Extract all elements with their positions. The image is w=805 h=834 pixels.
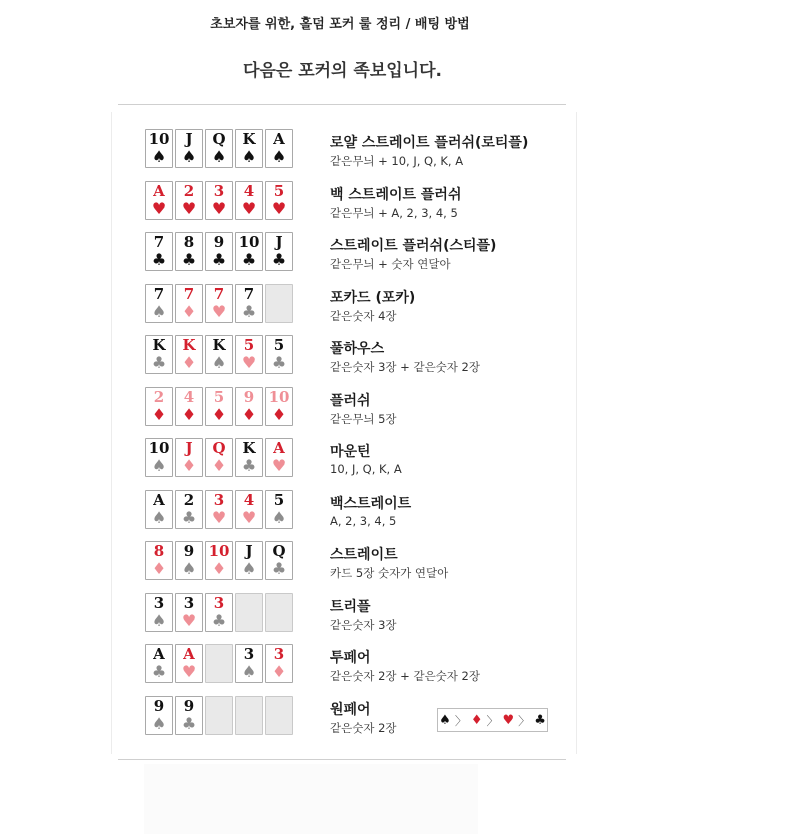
card-suit-icon: ♠ bbox=[151, 456, 167, 475]
card-rank: K bbox=[182, 336, 196, 354]
card-rank: 5 bbox=[273, 336, 285, 354]
card-suit-icon: ♦ bbox=[241, 405, 257, 424]
playing-card bbox=[145, 696, 173, 735]
hand-name: 로얄 스트레이트 플러쉬(로티플) bbox=[330, 135, 529, 151]
playing-card bbox=[145, 438, 173, 477]
playing-card bbox=[235, 284, 263, 323]
hand-row bbox=[144, 644, 564, 684]
playing-card bbox=[175, 541, 203, 580]
card-rank: 3 bbox=[213, 491, 225, 509]
hand-description: 같은숫자 4장 bbox=[330, 309, 397, 323]
playing-card bbox=[175, 644, 203, 683]
playing-card bbox=[175, 232, 203, 271]
hand-name: 백스트레이트 bbox=[330, 496, 412, 512]
playing-card bbox=[145, 387, 173, 426]
hand-description: A, 2, 3, 4, 5 bbox=[330, 514, 397, 528]
empty-card-slot bbox=[265, 284, 293, 323]
card-suit-icon: ♣ bbox=[271, 250, 287, 269]
card-suit-icon: ♥ bbox=[181, 662, 197, 681]
card-rank: Q bbox=[212, 439, 226, 457]
card-rank: 3 bbox=[213, 182, 225, 200]
hand-description: 같은숫자 3장 bbox=[330, 618, 397, 632]
playing-card bbox=[205, 593, 233, 632]
hand-description: 같은숫자 3장 + 같은숫자 2장 bbox=[330, 360, 480, 374]
hand-row bbox=[144, 696, 564, 736]
playing-card bbox=[235, 438, 263, 477]
playing-card bbox=[265, 644, 293, 683]
hand-name: 스트레이트 bbox=[330, 547, 398, 563]
card-suit-icon: ♠ bbox=[151, 508, 167, 527]
card-rank: Q bbox=[272, 542, 286, 560]
playing-card bbox=[265, 387, 293, 426]
playing-card bbox=[145, 284, 173, 323]
card-rank: 9 bbox=[183, 697, 195, 715]
playing-card bbox=[205, 335, 233, 374]
empty-card-slot bbox=[235, 696, 263, 735]
hand-description: 10, J, Q, K, A bbox=[330, 462, 402, 476]
card-rank: 2 bbox=[183, 182, 195, 200]
card-suit-icon: ♥ bbox=[271, 456, 287, 475]
card-suit-icon: ♣ bbox=[151, 353, 167, 372]
suit-icon: ♦ bbox=[470, 712, 483, 728]
card-suit-icon: ♥ bbox=[241, 508, 257, 527]
card-rank: A bbox=[183, 645, 195, 663]
card-suit-icon: ♦ bbox=[211, 405, 227, 424]
card-suit-icon: ♠ bbox=[211, 353, 227, 372]
playing-card bbox=[235, 490, 263, 529]
card-suit-icon: ♣ bbox=[241, 302, 257, 321]
card-rank: 7 bbox=[183, 285, 195, 303]
playing-card bbox=[205, 490, 233, 529]
card-suit-icon: ♥ bbox=[241, 199, 257, 218]
hand-name: 스트레이트 플러쉬(스티플) bbox=[330, 238, 497, 254]
card-rank: 9 bbox=[183, 542, 195, 560]
card-group bbox=[145, 696, 295, 736]
card-rank: 3 bbox=[183, 594, 195, 612]
card-suit-icon: ♣ bbox=[181, 250, 197, 269]
greater-than-icon: 〉 bbox=[454, 713, 467, 728]
playing-card bbox=[145, 232, 173, 271]
suit-icon: ♥ bbox=[502, 712, 515, 728]
playing-card bbox=[235, 644, 263, 683]
card-rank: K bbox=[212, 336, 226, 354]
card-suit-icon: ♠ bbox=[241, 559, 257, 578]
empty-card-slot bbox=[205, 696, 233, 735]
card-rank: 9 bbox=[243, 388, 255, 406]
suit-order-legend bbox=[437, 708, 548, 732]
page-top-title: 초보자를 위한, 홀덤 포커 룰 정리 / 배팅 방법 bbox=[210, 17, 470, 32]
playing-card bbox=[145, 541, 173, 580]
card-suit-icon: ♠ bbox=[211, 147, 227, 166]
card-rank: 10 bbox=[208, 542, 230, 560]
playing-card bbox=[175, 490, 203, 529]
card-group bbox=[145, 335, 295, 375]
card-suit-icon: ♠ bbox=[271, 508, 287, 527]
playing-card bbox=[265, 335, 293, 374]
hand-description: 카드 5장 숫자가 연달아 bbox=[330, 566, 449, 580]
card-suit-icon: ♠ bbox=[151, 147, 167, 166]
playing-card bbox=[175, 181, 203, 220]
playing-card bbox=[145, 593, 173, 632]
hand-name: 트리플 bbox=[330, 599, 371, 615]
card-rank: A bbox=[153, 645, 165, 663]
card-group bbox=[145, 438, 295, 478]
card-suit-icon: ♣ bbox=[241, 250, 257, 269]
empty-card-slot bbox=[205, 644, 233, 683]
card-rank: 4 bbox=[243, 491, 255, 509]
card-rank: A bbox=[153, 182, 165, 200]
hand-row bbox=[144, 541, 564, 581]
card-suit-icon: ♦ bbox=[181, 405, 197, 424]
empty-card-slot bbox=[235, 593, 263, 632]
card-rank: 9 bbox=[153, 697, 165, 715]
card-rank: 2 bbox=[153, 388, 165, 406]
card-rank: 10 bbox=[238, 233, 260, 251]
greater-than-icon: 〉 bbox=[486, 713, 499, 728]
playing-card bbox=[235, 129, 263, 168]
playing-card bbox=[265, 129, 293, 168]
card-group bbox=[145, 541, 295, 581]
playing-card bbox=[235, 181, 263, 220]
card-rank: 3 bbox=[213, 594, 225, 612]
card-rank: 4 bbox=[243, 182, 255, 200]
playing-card bbox=[145, 129, 173, 168]
playing-card bbox=[265, 490, 293, 529]
playing-card bbox=[205, 129, 233, 168]
playing-card bbox=[175, 335, 203, 374]
card-group bbox=[145, 129, 295, 169]
card-suit-icon: ♠ bbox=[151, 714, 167, 733]
hand-row bbox=[144, 129, 564, 169]
card-suit-icon: ♠ bbox=[151, 302, 167, 321]
card-group bbox=[145, 490, 295, 530]
card-rank: J bbox=[185, 130, 193, 148]
playing-card bbox=[175, 593, 203, 632]
hand-row bbox=[144, 284, 564, 324]
card-rank: 5 bbox=[273, 182, 285, 200]
section-heading: 다음은 포커의 족보입니다. bbox=[243, 61, 442, 81]
card-rank: 5 bbox=[213, 388, 225, 406]
card-rank: 10 bbox=[268, 388, 290, 406]
card-suit-icon: ♣ bbox=[241, 456, 257, 475]
hand-row bbox=[144, 181, 564, 221]
playing-card bbox=[205, 541, 233, 580]
hand-row bbox=[144, 387, 564, 427]
card-rank: 3 bbox=[153, 594, 165, 612]
card-suit-icon: ♦ bbox=[271, 405, 287, 424]
playing-card bbox=[205, 181, 233, 220]
card-rank: 7 bbox=[153, 233, 165, 251]
playing-card bbox=[175, 284, 203, 323]
hand-description: 같은무늬 + A, 2, 3, 4, 5 bbox=[330, 206, 458, 220]
card-rank: K bbox=[152, 336, 166, 354]
card-rank: J bbox=[185, 439, 193, 457]
playing-card bbox=[205, 284, 233, 323]
card-group bbox=[145, 284, 295, 324]
bottom-divider bbox=[118, 759, 566, 760]
card-suit-icon: ♠ bbox=[181, 559, 197, 578]
card-suit-icon: ♥ bbox=[211, 508, 227, 527]
card-rank: 4 bbox=[183, 388, 195, 406]
playing-card bbox=[235, 335, 263, 374]
card-suit-icon: ♥ bbox=[211, 302, 227, 321]
card-suit-icon: ♦ bbox=[211, 559, 227, 578]
card-suit-icon: ♣ bbox=[211, 250, 227, 269]
card-suit-icon: ♦ bbox=[211, 456, 227, 475]
card-suit-icon: ♣ bbox=[151, 250, 167, 269]
card-suit-icon: ♥ bbox=[241, 353, 257, 372]
playing-card bbox=[235, 541, 263, 580]
playing-card bbox=[205, 387, 233, 426]
card-suit-icon: ♦ bbox=[181, 302, 197, 321]
card-rank: 8 bbox=[153, 542, 165, 560]
playing-card bbox=[145, 335, 173, 374]
card-rank: 7 bbox=[213, 285, 225, 303]
card-suit-icon: ♠ bbox=[151, 611, 167, 630]
card-rank: 2 bbox=[183, 491, 195, 509]
hand-description: 같은숫자 2장 bbox=[330, 721, 397, 735]
playing-card bbox=[205, 438, 233, 477]
hand-name: 플러쉬 bbox=[330, 393, 371, 409]
hand-description: 같은숫자 2장 + 같은숫자 2장 bbox=[330, 669, 480, 683]
playing-card bbox=[145, 644, 173, 683]
card-rank: K bbox=[242, 439, 256, 457]
playing-card bbox=[175, 387, 203, 426]
card-rank: 8 bbox=[183, 233, 195, 251]
empty-card-slot bbox=[265, 593, 293, 632]
card-suit-icon: ♥ bbox=[151, 199, 167, 218]
playing-card bbox=[265, 438, 293, 477]
playing-card bbox=[265, 541, 293, 580]
card-suit-icon: ♠ bbox=[181, 147, 197, 166]
card-suit-icon: ♣ bbox=[271, 559, 287, 578]
playing-card bbox=[235, 387, 263, 426]
playing-card bbox=[235, 232, 263, 271]
card-suit-icon: ♦ bbox=[181, 456, 197, 475]
hand-description: 같은무늬 + 숫자 연달아 bbox=[330, 257, 451, 271]
card-suit-icon: ♦ bbox=[271, 662, 287, 681]
card-rank: 7 bbox=[243, 285, 255, 303]
card-rank: K bbox=[242, 130, 256, 148]
card-suit-icon: ♦ bbox=[181, 353, 197, 372]
hand-name: 풀하우스 bbox=[330, 341, 385, 357]
card-rank: J bbox=[275, 233, 283, 251]
card-suit-icon: ♣ bbox=[211, 611, 227, 630]
card-suit-icon: ♣ bbox=[181, 508, 197, 527]
hand-row bbox=[144, 593, 564, 633]
card-suit-icon: ♠ bbox=[241, 662, 257, 681]
hand-description: 같은무늬 + 10, J, Q, K, A bbox=[330, 154, 464, 168]
card-rank: 9 bbox=[213, 233, 225, 251]
hand-name: 백 스트레이트 플러쉬 bbox=[330, 187, 462, 203]
card-group bbox=[145, 644, 295, 684]
card-suit-icon: ♣ bbox=[181, 714, 197, 733]
card-group bbox=[145, 593, 295, 633]
hand-row bbox=[144, 335, 564, 375]
hand-name: 마운틴 bbox=[330, 444, 371, 460]
card-suit-icon: ♥ bbox=[271, 199, 287, 218]
hand-name: 투페어 bbox=[330, 650, 371, 666]
hand-row bbox=[144, 438, 564, 478]
suit-icon: ♠ bbox=[439, 712, 451, 728]
card-group bbox=[145, 232, 295, 272]
card-rank: 5 bbox=[273, 491, 285, 509]
card-rank: J bbox=[245, 542, 253, 560]
playing-card bbox=[175, 438, 203, 477]
playing-card bbox=[145, 181, 173, 220]
card-rank: 7 bbox=[153, 285, 165, 303]
suit-icon: ♣ bbox=[534, 712, 546, 728]
playing-card bbox=[265, 181, 293, 220]
playing-card bbox=[265, 232, 293, 271]
card-suit-icon: ♥ bbox=[181, 611, 197, 630]
greater-than-icon: 〉 bbox=[518, 713, 531, 728]
card-suit-icon: ♠ bbox=[241, 147, 257, 166]
playing-card bbox=[145, 490, 173, 529]
faint-footer-area bbox=[144, 764, 478, 834]
card-suit-icon: ♦ bbox=[151, 559, 167, 578]
top-divider bbox=[118, 104, 566, 105]
card-rank: A bbox=[153, 491, 165, 509]
card-rank: 10 bbox=[148, 130, 170, 148]
card-rank: 3 bbox=[273, 645, 285, 663]
hand-row bbox=[144, 232, 564, 272]
hand-name: 원페어 bbox=[330, 702, 371, 718]
card-group bbox=[145, 181, 295, 221]
card-rank: 5 bbox=[243, 336, 255, 354]
card-suit-icon: ♦ bbox=[151, 405, 167, 424]
hand-name: 포카드 (포카) bbox=[330, 290, 416, 306]
card-suit-icon: ♣ bbox=[151, 662, 167, 681]
hand-description: 같은무늬 5장 bbox=[330, 412, 397, 426]
card-suit-icon: ♣ bbox=[271, 353, 287, 372]
card-rank: 3 bbox=[243, 645, 255, 663]
card-rank: 10 bbox=[148, 439, 170, 457]
card-rank: A bbox=[273, 439, 285, 457]
card-rank: A bbox=[273, 130, 285, 148]
playing-card bbox=[175, 129, 203, 168]
empty-card-slot bbox=[265, 696, 293, 735]
card-suit-icon: ♥ bbox=[211, 199, 227, 218]
hand-row bbox=[144, 490, 564, 530]
card-group bbox=[145, 387, 295, 427]
card-rank: Q bbox=[212, 130, 226, 148]
card-suit-icon: ♥ bbox=[181, 199, 197, 218]
card-suit-icon: ♠ bbox=[271, 147, 287, 166]
playing-card bbox=[205, 232, 233, 271]
playing-card bbox=[175, 696, 203, 735]
